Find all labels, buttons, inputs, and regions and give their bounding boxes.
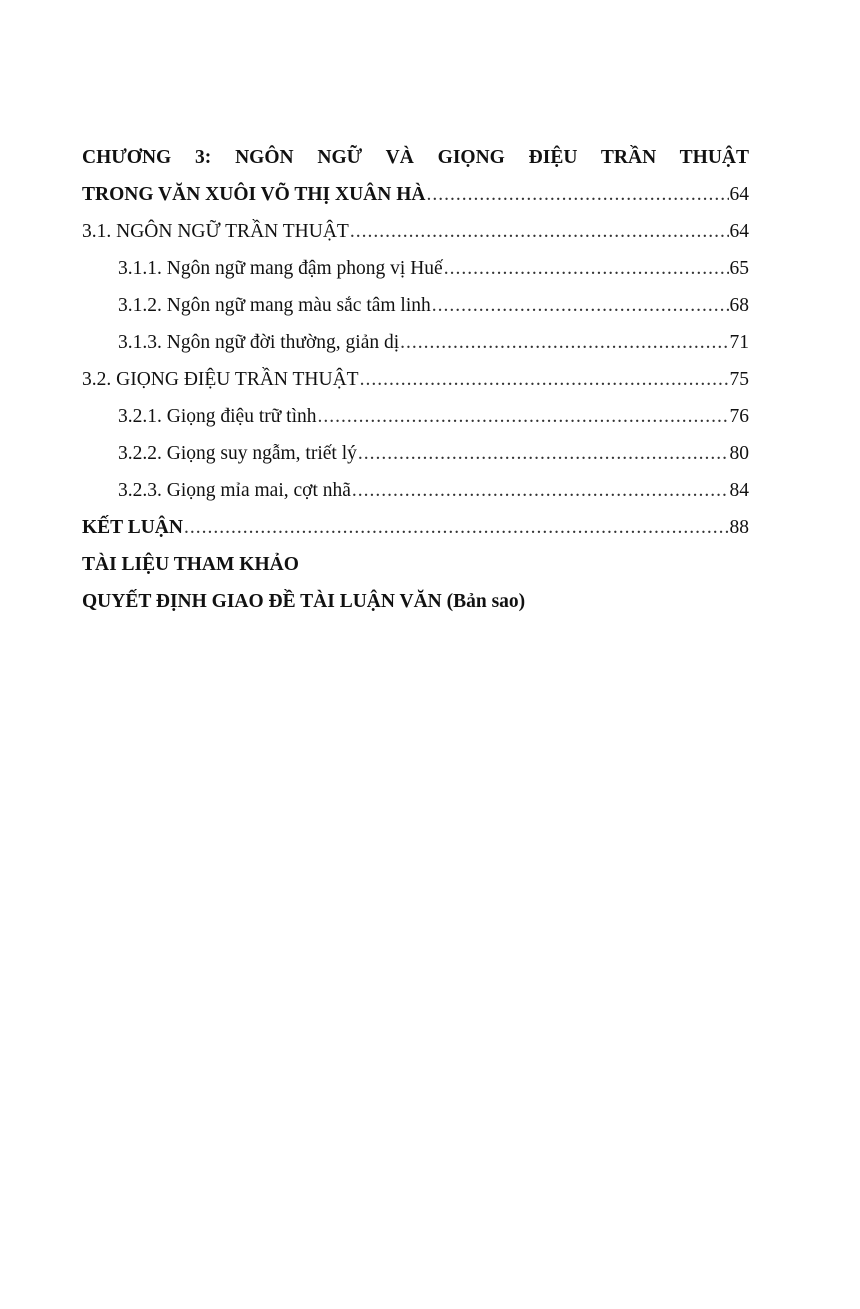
toc-entry-references: TÀI LIỆU THAM KHẢO bbox=[82, 554, 299, 575]
toc-entry-3-2-3 bbox=[82, 472, 749, 509]
chapter-3-heading-line-2 bbox=[82, 176, 749, 213]
toc-page-number: 68 bbox=[729, 295, 749, 316]
toc-entry-3-1-1 bbox=[82, 250, 749, 287]
dot-leader bbox=[352, 472, 729, 509]
toc-entry-label: 3.1. NGÔN NGỮ TRẦN THUẬT bbox=[82, 221, 349, 242]
dot-leader bbox=[426, 176, 728, 213]
toc-page-number: 80 bbox=[729, 443, 749, 464]
chapter-3-heading-line-1: CHƯƠNG 3: NGÔN NGỮ VÀ GIỌNG ĐIỆU TRẦN THUẬT bbox=[82, 147, 749, 168]
toc-entry-label: 3.1.3. Ngôn ngữ đời thường, giản dị bbox=[118, 332, 400, 353]
toc-page-number: 65 bbox=[729, 258, 749, 279]
toc-entry-label: TRONG VĂN XUÔI VÕ THỊ XUÂN HÀ bbox=[82, 184, 426, 205]
dot-leader bbox=[432, 287, 729, 324]
toc-page-number: 88 bbox=[729, 517, 749, 538]
toc-page-number: 71 bbox=[729, 332, 749, 353]
toc-entry-3-2-2 bbox=[82, 435, 749, 472]
toc-entry-3-2 bbox=[82, 361, 749, 398]
toc-entry-3-1-2 bbox=[82, 287, 749, 324]
toc-entry-3-2-1 bbox=[82, 398, 749, 435]
toc-entry-3-1 bbox=[82, 213, 749, 250]
toc-page-number: 76 bbox=[729, 406, 749, 427]
toc-entry-label: 3.1.1. Ngôn ngữ mang đậm phong vị Huế bbox=[118, 258, 443, 279]
table-of-contents bbox=[82, 139, 749, 620]
dot-leader bbox=[184, 509, 729, 546]
toc-entry-label: 3.2.1. Giọng điệu trữ tình bbox=[118, 406, 317, 427]
toc-entry-label: 3.2. GIỌNG ĐIỆU TRẦN THUẬT bbox=[82, 369, 359, 390]
dot-leader bbox=[318, 398, 729, 435]
toc-entry-label: 3.1.2. Ngôn ngữ mang màu sắc tâm linh bbox=[118, 295, 431, 316]
toc-entry-label: 3.2.3. Giọng mỉa mai, cợt nhã bbox=[118, 480, 351, 501]
toc-entry-3-1-3 bbox=[82, 324, 749, 361]
toc-entry-label: KẾT LUẬN bbox=[82, 517, 183, 538]
toc-entry-label: 3.2.2. Giọng suy ngẫm, triết lý bbox=[118, 443, 357, 464]
dot-leader bbox=[360, 361, 729, 398]
dot-leader bbox=[444, 250, 729, 287]
toc-page-number: 75 bbox=[729, 369, 749, 390]
toc-entry-decision: QUYẾT ĐỊNH GIAO ĐỀ TÀI LUẬN VĂN (Bản sao) bbox=[82, 591, 526, 612]
toc-entry-conclusion bbox=[82, 509, 749, 546]
toc-page-number: 64 bbox=[729, 221, 749, 242]
dot-leader bbox=[400, 324, 728, 361]
dot-leader bbox=[358, 435, 729, 472]
dot-leader bbox=[350, 213, 729, 250]
toc-page-number: 64 bbox=[729, 184, 749, 205]
toc-page-number: 84 bbox=[729, 480, 749, 501]
